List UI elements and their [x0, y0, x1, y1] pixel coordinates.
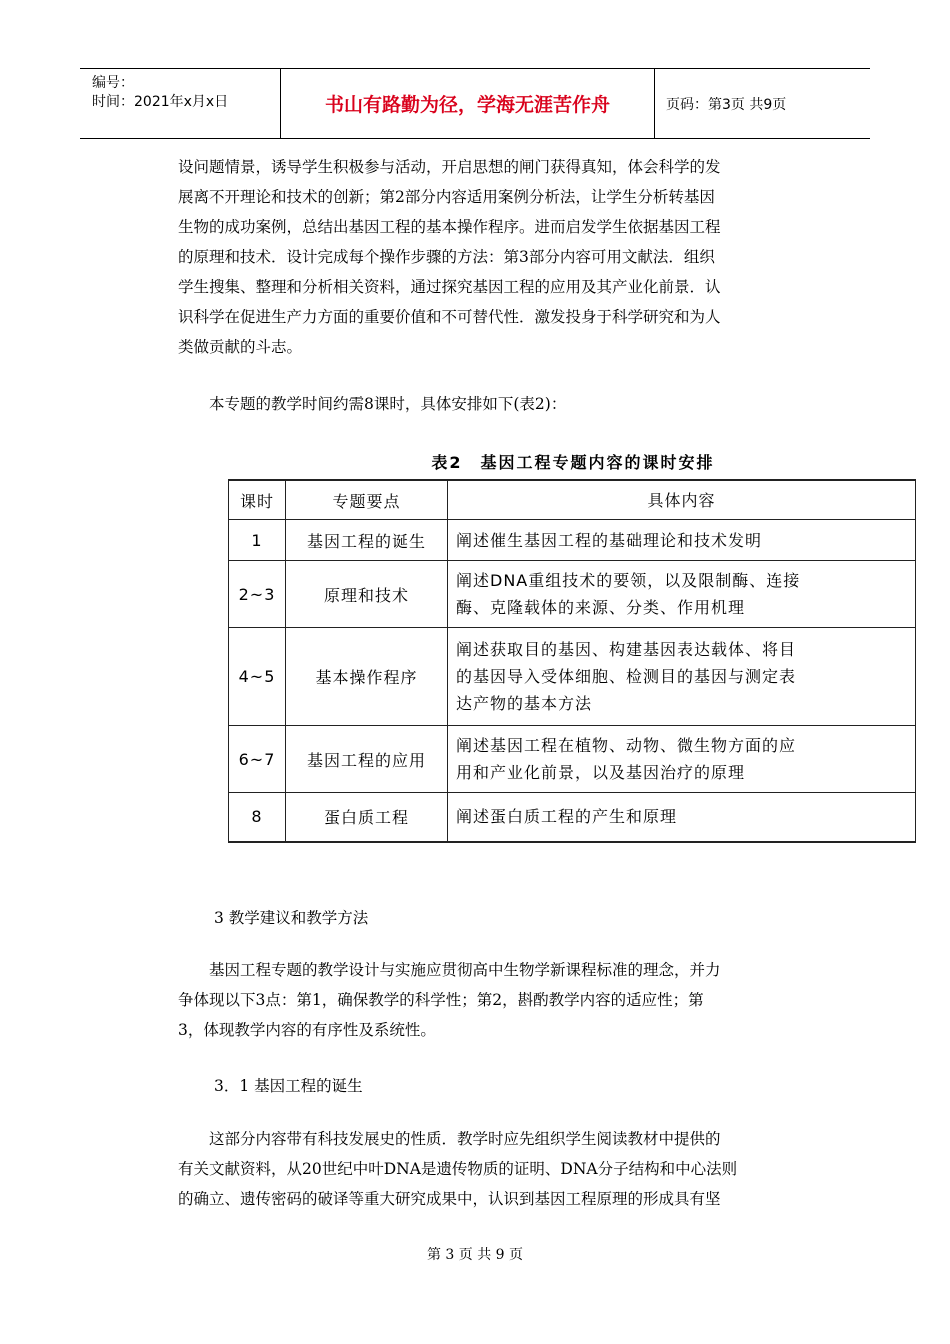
header-topic: 专题要点: [286, 480, 448, 520]
row-hours: 1: [229, 520, 286, 561]
schedule-sentence: 本专题的教学时间约需8课时，具体安排如下(表2)：: [209, 395, 567, 413]
header-meta: [80, 69, 280, 138]
table-header-row: [229, 480, 916, 520]
row-content: [448, 726, 916, 793]
text-line: 争体现以下3点：第1，确保教学的科学性；第2，斟酌教学内容的适应性；第: [178, 991, 704, 1009]
content-line: 酶、克隆载体的来源、分类、作用机理: [456, 598, 746, 617]
header-content: 具体内容: [448, 480, 916, 520]
table-row: [229, 726, 916, 793]
row-content: [448, 561, 916, 628]
row-topic: 基本操作程序: [286, 628, 448, 726]
text-line: 3，体现教学内容的有序性及系统性。: [178, 1021, 436, 1039]
section-3-1-heading: 3．1 基因工程的诞生: [214, 1077, 363, 1095]
table-row: [229, 561, 916, 628]
row-topic: 基因工程的应用: [286, 726, 448, 793]
page-footer: 第 3 页 共 9 页: [426, 1247, 524, 1263]
row-content: [448, 793, 916, 842]
row-content: [448, 628, 916, 726]
text-line: 识科学在促进生产力方面的重要价值和不可替代性．激发投身于科学研究和为人: [178, 308, 721, 326]
text-line: 有关文献资料，从20世纪中叶DNA是遗传物质的证明、DNA分子结构和中心法则: [178, 1160, 738, 1178]
text-line: 展离不开理论和技术的创新；第2部分内容适用案例分析法，让学生分析转基因: [178, 188, 715, 206]
text-line: 学生搜集、整理和分析相关资料，通过探究基因工程的应用及其产业化前景．认: [178, 278, 721, 296]
text-line: 生物的成功案例，总结出基因工程的基本操作程序。进而启发学生依据基因工程: [178, 218, 721, 236]
table-row: [229, 793, 916, 842]
content-line: 阐述基因工程在植物、动物、微生物方面的应: [456, 736, 797, 755]
page-header: [80, 68, 870, 139]
section-3-heading: 3 教学建议和教学方法: [214, 909, 369, 927]
number-label: 编号：: [92, 75, 134, 91]
intro-paragraph: [178, 152, 798, 362]
row-topic: 原理和技术: [286, 561, 448, 628]
header-page-info: 页码：第3页 共9页: [666, 96, 787, 113]
text-line: 这部分内容带有科技发展史的性质．教学时应先组织学生阅读教材中提供的: [209, 1130, 721, 1148]
row-topic: 蛋白质工程: [286, 793, 448, 842]
content-line: 阐述催生基因工程的基础理论和技术发明: [456, 530, 763, 550]
row-hours: 8: [229, 793, 286, 842]
section-3-paragraph: [178, 955, 798, 1045]
row-hours: 4~5: [229, 628, 286, 726]
content-line: 达产物的基本方法: [456, 694, 593, 713]
content-line: 阐述蛋白质工程的产生和原理: [456, 807, 678, 827]
date-label: 时间：2021年x月x日: [92, 94, 229, 110]
content-line: 阐述DNA重组技术的要领，以及限制酶、连接: [456, 571, 801, 590]
text-line: 设问题情景，诱导学生积极参与活动，开启思想的闸门获得真知，体会科学的发: [178, 158, 721, 176]
header-hours: 课时: [229, 480, 286, 520]
content-line: 阐述获取目的基因、构建基因表达载体、将目: [456, 640, 797, 659]
content-line: 的基因导入受体细胞、检测目的基因与测定表: [456, 667, 797, 686]
header-motto: 书山有路勤为径，学海无涯苦作舟: [280, 69, 655, 138]
row-hours: 2~3: [229, 561, 286, 628]
text-line: 的原理和技术．设计完成每个操作步骤的方法：第3部分内容可用文献法．组织: [178, 248, 715, 266]
text-line: 类做贡献的斗志。: [178, 338, 303, 356]
row-content: [448, 520, 916, 561]
table-row: [229, 520, 916, 561]
text-line: 的确立、遗传密码的破译等重大研究成果中，认识到基因工程原理的形成具有坚: [178, 1190, 721, 1208]
table-title: 表2 基因工程专题内容的课时安排: [431, 453, 715, 472]
table-row: [229, 628, 916, 726]
content-line: 用和产业化前景，以及基因治疗的原理: [456, 763, 746, 782]
row-topic: 基因工程的诞生: [286, 520, 448, 561]
text-line: 基因工程专题的教学设计与实施应贯彻高中生物学新课程标准的理念，并力: [209, 961, 721, 979]
row-hours: 6~7: [229, 726, 286, 793]
section-3-1-paragraph: [178, 1124, 798, 1214]
schedule-table: [228, 479, 916, 843]
